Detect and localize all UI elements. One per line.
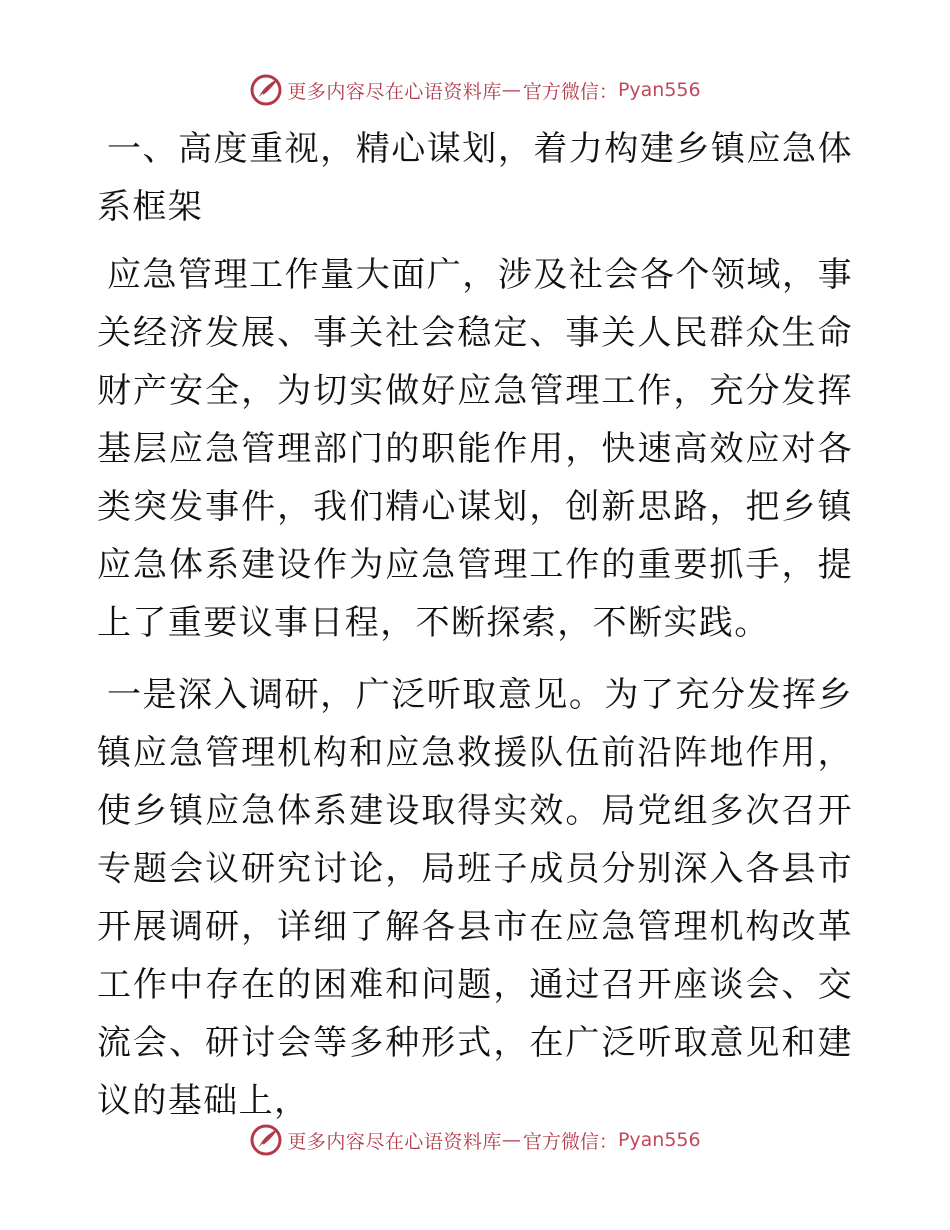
quill-logo-icon <box>249 73 283 107</box>
banner-wechat-label: 官方微信： <box>522 1130 618 1153</box>
banner-separator: — <box>501 1129 521 1151</box>
footer-watermark-banner <box>0 1120 950 1160</box>
banner-wechat-id: Pyan556 <box>617 79 701 101</box>
paragraph-research: 一是深入调研，广泛听取意见。为了充分发挥乡镇应急管理机构和应急救援队伍前沿阵地作用，使乡镇应急体系建设取得实效。局党组多次召开专题会议研究讨论，局班子成员分别深入各县市开展调研，详细了解各县市在应急管理机构改革工作中存在的困难和问题，通过召开座谈会、交流会、研讨会等多种形式，在广泛听取意见和建议的基础上， <box>97 675 853 1121</box>
banner-wechat-id: Pyan556 <box>617 1129 701 1151</box>
section-heading: 一、高度重视，精心谋划，着力构建乡镇应急体系框架 <box>97 129 853 227</box>
quill-logo-icon <box>249 1123 283 1157</box>
document-body <box>97 120 853 1144</box>
banner-main-text: 更多内容尽在心语资料库 <box>287 80 502 103</box>
banner-main-text: 更多内容尽在心语资料库 <box>287 1130 502 1153</box>
banner-wechat-label: 官方微信： <box>522 80 618 103</box>
banner-separator: — <box>501 79 521 101</box>
paragraph-overview: 应急管理工作量大面广，涉及社会各个领域，事关经济发展、事关社会稳定、事关人民群众生命财产安全，为切实做好应急管理工作，充分发挥基层应急管理部门的职能作用，快速高效应对各类突发事件，我们精心谋划，创新思路，把乡镇应急体系建设作为应急管理工作的重要抓手，提上了重要议事日程，不断探索，不断实践。 <box>97 255 853 643</box>
header-watermark-banner <box>0 70 950 110</box>
